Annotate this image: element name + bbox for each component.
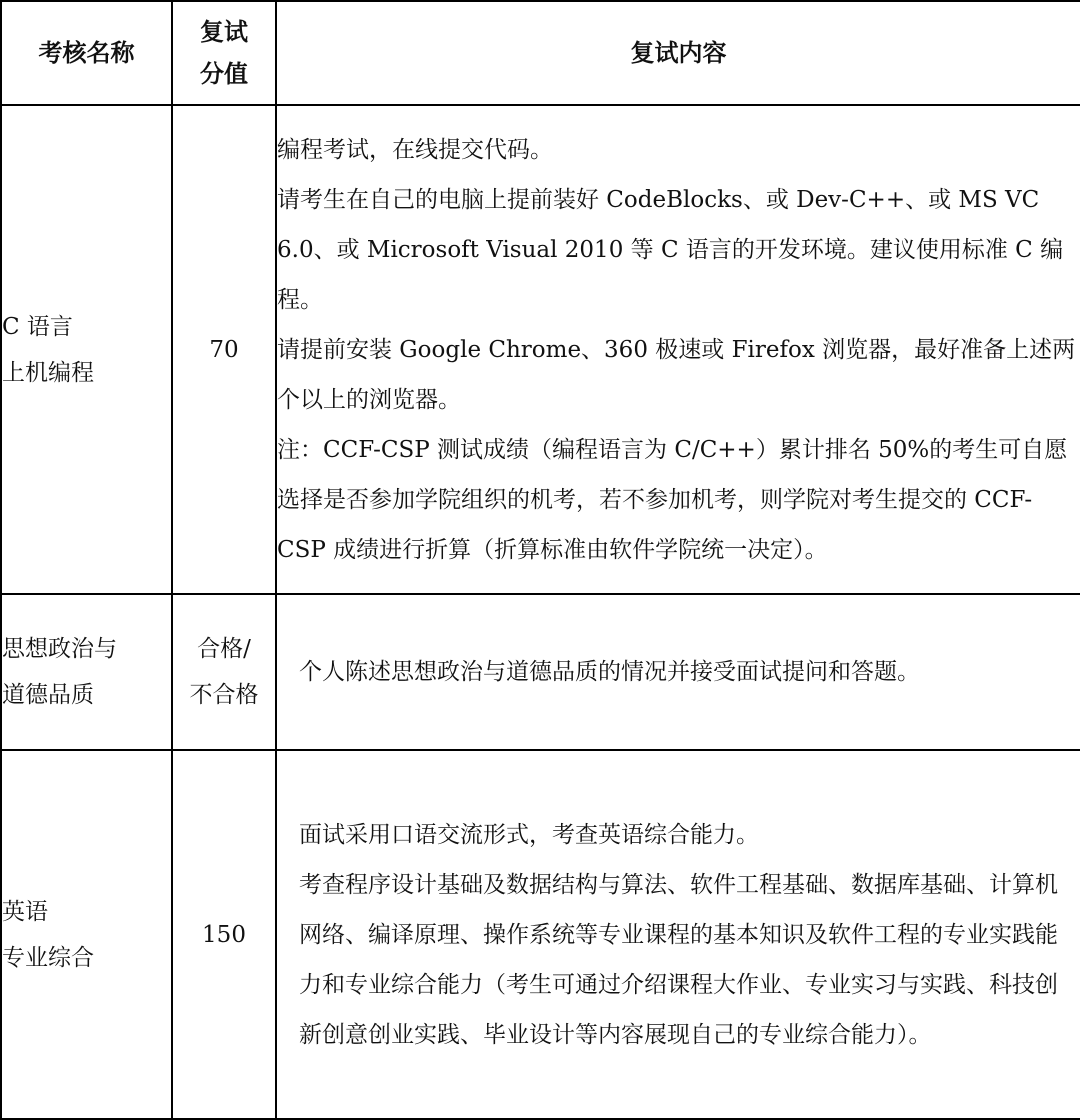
content-paragraph: 请考生在自己的电脑上提前装好 CodeBlocks、或 Dev-C++、或 MS VC 6.0、或 Microsoft Visual 2010 等 C 语言的开发环境。建议使用标准 C 编程。	[277, 186, 1064, 313]
table-row	[1, 105, 1080, 594]
exam-name-line1: C 语言	[2, 313, 73, 340]
table-row	[1, 594, 1080, 750]
table-header-row	[1, 1, 1080, 105]
header-exam-name	[1, 1, 172, 105]
content-paragraph: 编程考试，在线提交代码。	[277, 136, 553, 163]
score-line2: 不合格	[189, 682, 259, 708]
table-row	[1, 750, 1080, 1119]
content-paragraph: 注：CCF-CSP 测试成绩（编程语言为 C/C++）累计排名 50%的考生可自愿选择是否参加学院组织的机考，若不参加机考，则学院对考生提交的 CCF-CSP 成绩进行折算（折算标准由软件学院统一决定）。	[277, 436, 1068, 563]
exam-name-line1: 思想政治与	[2, 636, 117, 662]
content-cell	[276, 105, 1080, 594]
content-paragraph: 请提前安装 Google Chrome、360 极速或 Firefox 浏览器，最好准备上述两个以上的浏览器。	[277, 336, 1076, 413]
score-value: 150	[202, 921, 246, 948]
exam-name-line2: 道德品质	[2, 682, 94, 708]
content-paragraph: 个人陈述思想政治与道德品质的情况并接受面试提问和答题。	[299, 659, 920, 685]
exam-name-line2: 专业综合	[2, 944, 94, 971]
score-cell	[172, 105, 276, 594]
header-content-text: 复试内容	[630, 38, 727, 67]
exam-name-cell	[1, 750, 172, 1119]
header-content	[276, 1, 1080, 105]
content-cell	[276, 750, 1080, 1119]
exam-name-cell	[1, 594, 172, 750]
content-cell	[276, 594, 1080, 750]
exam-name-line1: 英语	[2, 898, 48, 925]
header-score	[172, 1, 276, 105]
content-paragraph: 面试采用口语交流形式，考查英语综合能力。	[299, 821, 759, 848]
content-paragraph: 考查程序设计基础及数据结构与算法、软件工程基础、数据库基础、计算机网络、编译原理、操作系统等专业课程的基本知识及软件工程的专业实践能力和专业综合能力（考生可通过介绍课程大作业、专业实习与实践、科技创新创意创业实践、毕业设计等内容展现自己的专业综合能力）。	[299, 871, 1058, 1048]
header-score-line2: 分值	[200, 59, 248, 88]
score-cell	[172, 750, 276, 1119]
header-score-line1: 复试	[200, 17, 248, 46]
exam-name-line2: 上机编程	[2, 359, 94, 386]
score-cell	[172, 594, 276, 750]
score-value: 70	[209, 336, 239, 363]
header-exam-name-text: 考核名称	[38, 38, 135, 67]
exam-name-cell	[1, 105, 172, 594]
score-line1: 合格/	[197, 636, 251, 662]
